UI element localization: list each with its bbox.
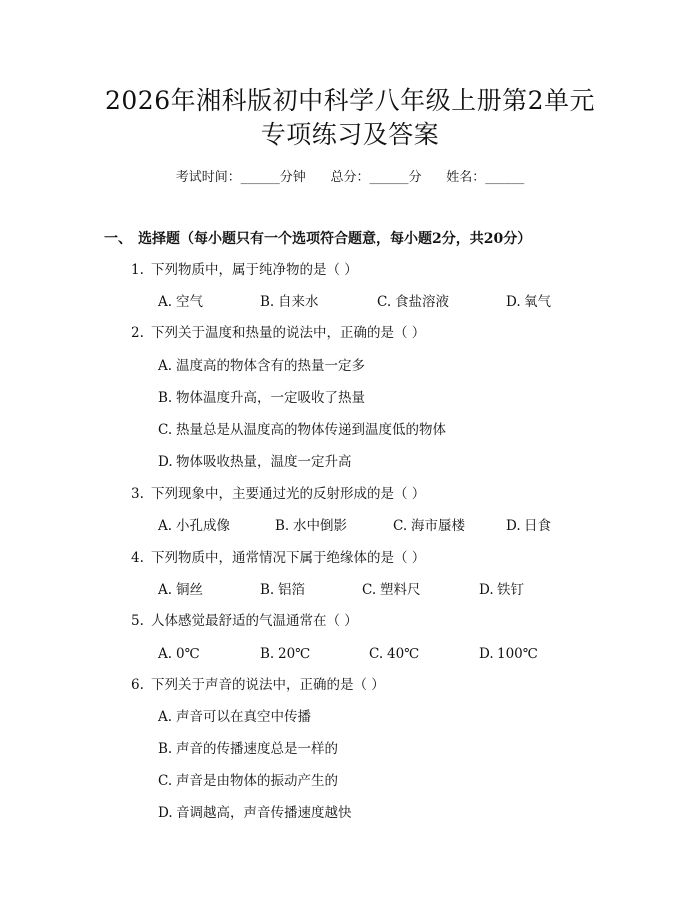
option-letter: B. — [158, 390, 173, 406]
question-stem — [131, 675, 385, 695]
option-letter: B. — [260, 582, 275, 598]
option-text: 热量总是从温度高的物体传递到温度低的物体 — [176, 422, 446, 438]
page-title-line1: 2026年湘科版初中科学八年级上册第2单元 — [104, 86, 596, 115]
option-letter: B. — [275, 518, 290, 534]
question-option — [362, 580, 421, 600]
question-stem — [131, 260, 358, 280]
question-option — [377, 292, 449, 312]
option-letter: D. — [479, 646, 494, 662]
question-option — [158, 292, 203, 312]
question-option — [369, 644, 419, 664]
option-letter: D. — [506, 518, 521, 534]
question-option — [479, 580, 524, 600]
option-text: 食盐溶液 — [395, 294, 449, 310]
option-letter: D. — [158, 454, 173, 470]
question-text: 下列物质中，属于纯净物的是（ ） — [151, 262, 358, 278]
question-number: 6. — [131, 677, 144, 693]
question-text: 下列关于声音的说法中，正确的是（ ） — [151, 677, 385, 693]
option-text: 氧气 — [524, 294, 551, 310]
question-option — [158, 803, 352, 823]
page-title-line2: 专项练习及答案 — [260, 120, 440, 149]
question-number: 3. — [131, 486, 144, 502]
exam-meta-info: 考试时间：______分钟 总分：______分 姓名：______ — [175, 170, 525, 185]
option-letter: D. — [479, 582, 494, 598]
question-text: 下列关于温度和热量的说法中，正确的是（ ） — [151, 325, 426, 341]
question-number: 4. — [131, 550, 144, 566]
option-letter: D. — [158, 805, 173, 821]
option-text: 物体吸收热量，温度一定升高 — [176, 454, 352, 470]
question-option — [260, 292, 319, 312]
option-text: 铝箔 — [278, 582, 305, 598]
option-letter: B. — [158, 741, 173, 757]
question-option — [158, 420, 446, 440]
question-option — [479, 644, 538, 664]
option-letter: C. — [377, 294, 392, 310]
question-number: 1. — [131, 262, 144, 278]
option-text: 小孔成像 — [176, 518, 230, 534]
option-letter: A. — [158, 709, 173, 725]
option-letter: C. — [393, 518, 408, 534]
question-option — [275, 516, 347, 536]
question-text: 下列物质中，通常情况下属于绝缘体的是（ ） — [151, 550, 426, 566]
option-letter: B. — [260, 294, 275, 310]
question-option — [506, 292, 551, 312]
question-option — [158, 356, 365, 376]
question-option — [158, 516, 230, 536]
option-text: 声音的传播速度总是一样的 — [176, 741, 338, 757]
option-text: 0℃ — [176, 646, 200, 662]
question-option — [158, 388, 365, 408]
option-letter: A. — [158, 582, 173, 598]
option-letter: B. — [260, 646, 275, 662]
question-number: 5. — [131, 613, 144, 629]
question-number: 2. — [131, 325, 144, 341]
question-option — [158, 644, 200, 664]
question-stem — [131, 611, 358, 631]
question-stem — [131, 484, 425, 504]
option-text: 20℃ — [278, 646, 311, 662]
option-letter: C. — [369, 646, 384, 662]
question-option — [260, 644, 310, 664]
question-option — [158, 771, 338, 791]
option-letter: C. — [158, 422, 173, 438]
option-letter: C. — [362, 582, 377, 598]
option-letter: A. — [158, 294, 173, 310]
question-text: 下列现象中，主要通过光的反射形成的是（ ） — [151, 486, 426, 502]
option-text: 水中倒影 — [293, 518, 347, 534]
question-stem — [131, 323, 425, 343]
option-letter: A. — [158, 646, 173, 662]
option-text: 声音是由物体的振动产生的 — [176, 773, 338, 789]
option-text: 自来水 — [278, 294, 319, 310]
option-text: 海市蜃楼 — [411, 518, 465, 534]
question-option — [506, 516, 551, 536]
section-heading — [104, 229, 531, 249]
question-option — [158, 707, 311, 727]
option-letter: A. — [158, 358, 173, 374]
section-number: 一、 — [104, 231, 132, 247]
option-text: 温度高的物体含有的热量一定多 — [176, 358, 365, 374]
option-letter: D. — [506, 294, 521, 310]
option-text: 铁钉 — [497, 582, 524, 598]
question-option — [158, 580, 203, 600]
question-stem — [131, 548, 425, 568]
question-text: 人体感觉最舒适的气温通常在（ ） — [151, 613, 358, 629]
option-text: 日食 — [524, 518, 551, 534]
option-text: 物体温度升高，一定吸收了热量 — [176, 390, 365, 406]
question-option — [158, 739, 338, 759]
question-option — [158, 452, 352, 472]
option-text: 100℃ — [497, 646, 538, 662]
option-text: 铜丝 — [176, 582, 203, 598]
option-text: 空气 — [176, 294, 203, 310]
question-option — [393, 516, 465, 536]
section-title: 选择题（每小题只有一个选项符合题意，每小题2分，共20分） — [138, 231, 532, 247]
option-text: 音调越高，声音传播速度越快 — [176, 805, 352, 821]
option-text: 塑料尺 — [380, 582, 421, 598]
option-letter: C. — [158, 773, 173, 789]
option-letter: A. — [158, 518, 173, 534]
question-option — [260, 580, 305, 600]
option-text: 40℃ — [387, 646, 420, 662]
option-text: 声音可以在真空中传播 — [176, 709, 311, 725]
